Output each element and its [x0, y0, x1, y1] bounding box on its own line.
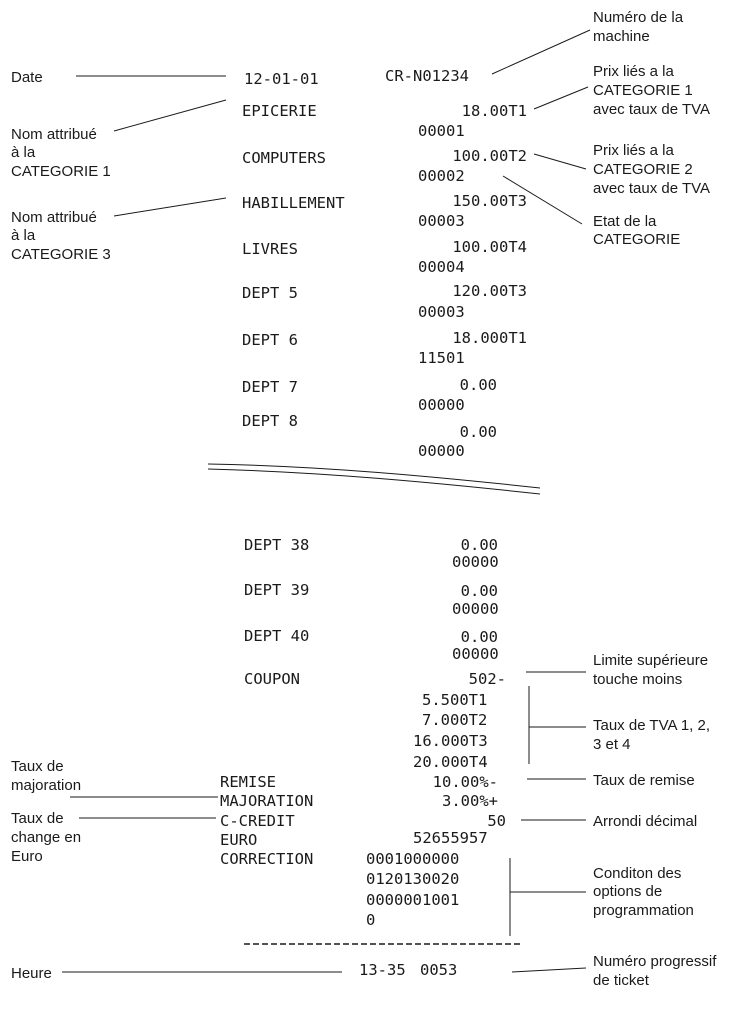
annotation-nom-cat1: CATEGORIE 1 — [11, 163, 111, 180]
annotation-ticket: Numéro progressif — [593, 953, 717, 970]
receipt-row-state: 00000 — [452, 645, 499, 663]
receipt-bottom — [220, 536, 522, 979]
annotation-change: change en — [11, 829, 82, 846]
annotation-arrondi: Arrondi décimal — [593, 813, 698, 830]
receipt-row-name: HABILLEMENT — [242, 194, 345, 212]
annotation-prix-cat1: avec taux de TVA — [593, 101, 711, 118]
annotation-options: programmation — [593, 902, 694, 919]
annotation-prix-cat1: CATEGORIE 1 — [593, 82, 693, 99]
euro-value: 52655957 — [413, 829, 488, 847]
receipt-row-name: DEPT 5 — [242, 284, 298, 302]
receipt-row-name: DEPT 8 — [242, 412, 298, 430]
leader-line — [512, 968, 586, 972]
annotation-options: options de — [593, 883, 663, 900]
annotation-machine: Numéro de la — [593, 9, 684, 26]
receipt-ticket-number: 0053 — [420, 961, 458, 979]
receipt-top — [242, 67, 527, 460]
receipt-row-price: 0.00 — [459, 423, 497, 441]
receipt-row-state: 00003 — [418, 212, 465, 230]
vat-rate: 5.500T1 — [422, 691, 488, 709]
correction-value: 0120130020 — [366, 870, 460, 888]
annotation-change: Euro — [11, 848, 43, 865]
receipt-row-price: 100.00T4 — [452, 238, 527, 256]
vat-rate: 16.000T3 — [413, 732, 488, 750]
annotation-nom-cat1: Nom attribué — [11, 126, 97, 143]
receipt-row-price: 0.00 — [459, 376, 497, 394]
receipt-row-state: 00003 — [418, 303, 465, 321]
annotation-change: Taux de — [11, 810, 64, 827]
receipt-row-price: 100.00T2 — [452, 147, 527, 165]
leader-line — [114, 198, 226, 216]
correction-label: CORRECTION — [220, 850, 314, 868]
annotation-nom-cat3: à la — [11, 227, 36, 244]
annotation-nom-cat3: CATEGORIE 3 — [11, 246, 111, 263]
receipt-row-state: 00002 — [418, 167, 465, 185]
correction-value: 0001000000 — [366, 850, 460, 868]
ccredit-value: 50 — [487, 812, 506, 830]
annotation-limite: Limite supérieure — [593, 652, 709, 669]
leader-line — [114, 100, 226, 131]
receipt-row-state: 11501 — [418, 349, 465, 367]
receipt-row-price: 0.00 — [460, 582, 498, 600]
annotation-date: Date — [11, 69, 43, 86]
receipt-row-name: DEPT 39 — [244, 581, 310, 599]
leader-line — [534, 87, 588, 109]
receipt-row-state: 00000 — [452, 553, 499, 571]
coupon-label: COUPON — [244, 670, 300, 688]
receipt-row-price: 18.00T1 — [461, 102, 527, 120]
tear-line — [208, 464, 540, 488]
majoration-label: MAJORATION — [220, 792, 314, 810]
receipt-row-name: LIVRES — [242, 240, 298, 258]
annotation-majoration: Taux de — [11, 758, 64, 775]
receipt-row-name: DEPT 38 — [244, 536, 310, 554]
receipt-row-state: 00000 — [418, 396, 465, 414]
leader-line — [492, 30, 590, 74]
annotation-etat: Etat de la — [593, 213, 657, 230]
receipt-row-state: 00000 — [452, 600, 499, 618]
annotation-tva: Taux de TVA 1, 2, — [593, 717, 711, 734]
majoration-value: 3.00%+ — [442, 792, 498, 810]
remise-label: REMISE — [220, 773, 276, 791]
annotation-prix-cat2: CATEGORIE 2 — [593, 161, 693, 178]
receipt-row-price: 150.00T3 — [452, 192, 527, 210]
receipt-row-state: 00004 — [418, 258, 465, 276]
ccredit-label: C-CREDIT — [220, 812, 295, 830]
annotation-options: Conditon des — [593, 865, 682, 882]
receipt-row-price: 120.00T3 — [452, 282, 527, 300]
annotation-heure: Heure — [11, 965, 52, 982]
receipt-row-price: 0.00 — [460, 628, 498, 646]
coupon-value: 502- — [468, 670, 506, 688]
euro-label: EURO — [220, 831, 258, 849]
correction-value: 0 — [366, 911, 376, 929]
receipt-machine-number: CR-N01234 — [385, 67, 469, 85]
annotation-tva: 3 et 4 — [593, 736, 631, 753]
annotation-etat: CATEGORIE — [593, 231, 681, 248]
annotation-nom-cat1: à la — [11, 144, 36, 161]
receipt-row-price: 0.00 — [460, 536, 498, 554]
receipt-row-name: EPICERIE — [242, 102, 317, 120]
leader-line — [534, 154, 586, 169]
receipt-time: 13-35 — [359, 961, 406, 979]
receipt-row-state: 00001 — [418, 122, 465, 140]
annotation-ticket: de ticket — [593, 972, 649, 989]
annotation-machine: machine — [593, 28, 650, 45]
receipt-row-name: DEPT 40 — [244, 627, 310, 645]
annotation-remise: Taux de remise — [593, 772, 695, 789]
annotation-prix-cat2: avec taux de TVA — [593, 180, 711, 197]
vat-rate: 7.000T2 — [422, 711, 488, 729]
annotation-prix-cat1: Prix liés a la — [593, 63, 674, 80]
receipt-row-name: COMPUTERS — [242, 149, 326, 167]
annotation-nom-cat3: Nom attribué — [11, 209, 97, 226]
annotation-prix-cat2: Prix liés a la — [593, 142, 674, 159]
receipt-row-name: DEPT 7 — [242, 378, 298, 396]
receipt-row-price: 18.000T1 — [452, 329, 527, 347]
correction-value: 0000001001 — [366, 891, 460, 909]
receipt-row-state: 00000 — [418, 442, 465, 460]
remise-value: 10.00%- — [432, 773, 498, 791]
receipt-tear — [208, 464, 540, 494]
receipt-row-name: DEPT 6 — [242, 331, 298, 349]
receipt-date: 12-01-01 — [244, 70, 319, 88]
vat-rate: 20.000T4 — [413, 753, 488, 771]
annotation-limite: touche moins — [593, 671, 683, 688]
annotation-majoration: majoration — [11, 777, 82, 794]
